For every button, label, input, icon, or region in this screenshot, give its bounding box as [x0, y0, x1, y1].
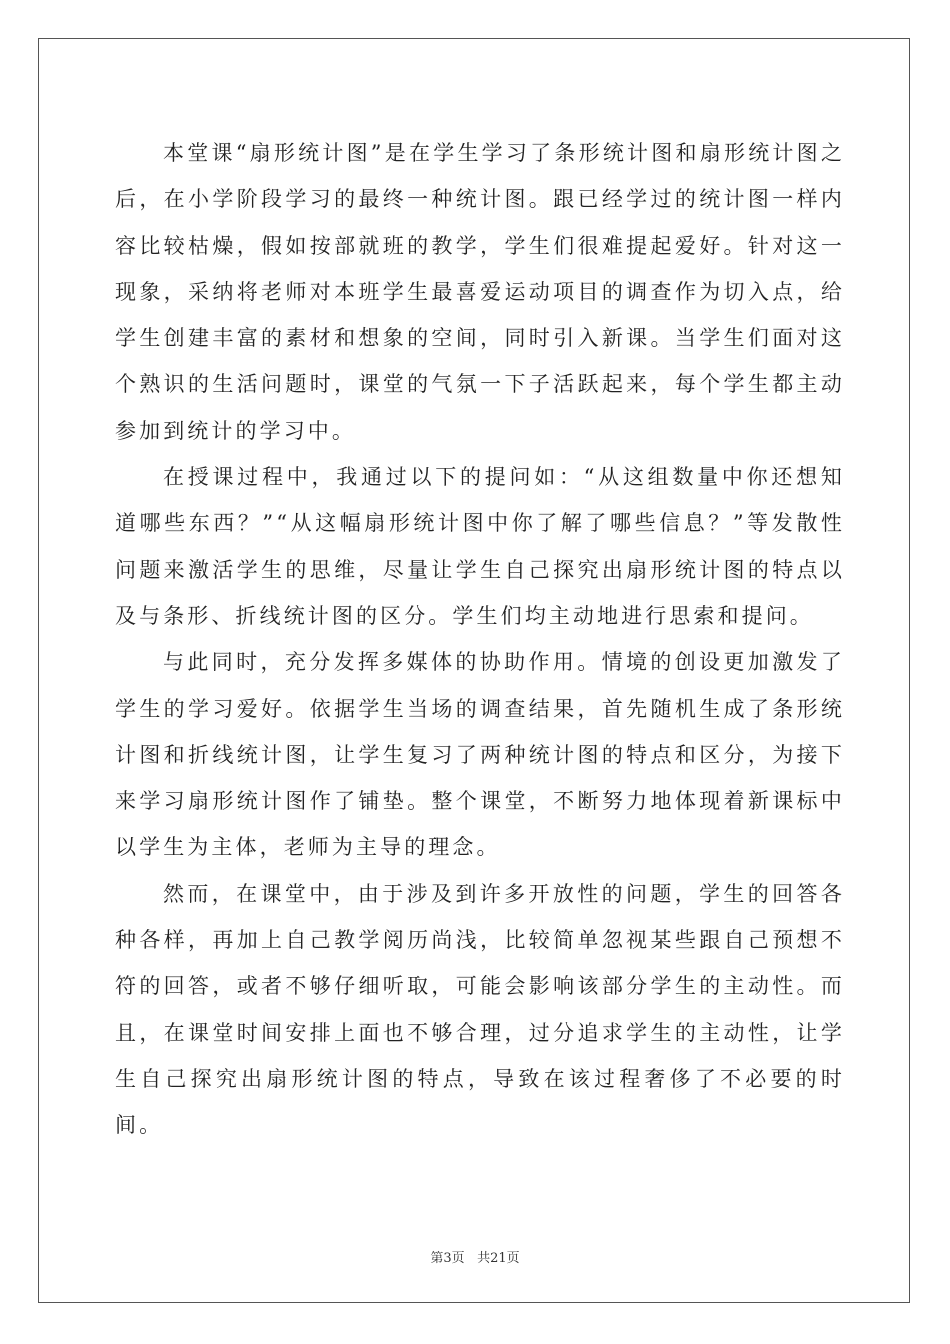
paragraph: 然而，在课堂中，由于涉及到许多开放性的问题，学生的回答各种各样，再加上自己教学阅历尚浅，比较简单忽视某些跟自己预想不符的回答，或者不够仔细听取，可能会影响该部分学生的主动性。而且，在课堂时间安排上面也不够合理，过分追求学生的主动性，让学生自己探究出扇形统计图的特点，导致在该过程奢侈了不必要的时间。: [115, 881, 845, 1138]
paragraph: 与此同时，充分发挥多媒体的协助作用。情境的创设更加激发了学生的学习爱好。依据学生当场的调查结果，首先随机生成了条形统计图和折线统计图，让学生复习了两种统计图的特点和区分，为接下来学习扇形统计图作了铺垫。整个课堂，不断努力地体现着新课标中以学生为主体，老师为主导的理念。: [115, 650, 845, 860]
page-number: 第3页: [430, 1251, 465, 1266]
page-footer: [0, 1247, 950, 1266]
paragraph: 本堂课“扇形统计图”是在学生学习了条形统计图和扇形统计图之后，在小学阶段学习的最终一种统计图。跟已经学过的统计图一样内容比较枯燥，假如按部就班的教学，学生们很难提起爱好。针对这一现象，采纳将老师对本班学生最喜爱运动项目的调查作为切入点，给学生创建丰富的素材和想象的空间，同时引入新课。当学生们面对这个熟识的生活问题时，课堂的气氛一下子活跃起来，每个学生都主动参加到统计的学习中。: [115, 141, 845, 443]
paragraph: 在授课过程中，我通过以下的提问如：“从这组数量中你还想知道哪些东西？”“从这幅扇形统计图中你了解了哪些信息？”等发散性问题来激活学生的思维，尽量让学生自己探究出扇形统计图的特点以及与条形、折线统计图的区分。学生们均主动地进行思索和提问。: [115, 465, 845, 628]
document-body: [115, 130, 845, 1149]
page-total: 共21页: [477, 1251, 520, 1266]
